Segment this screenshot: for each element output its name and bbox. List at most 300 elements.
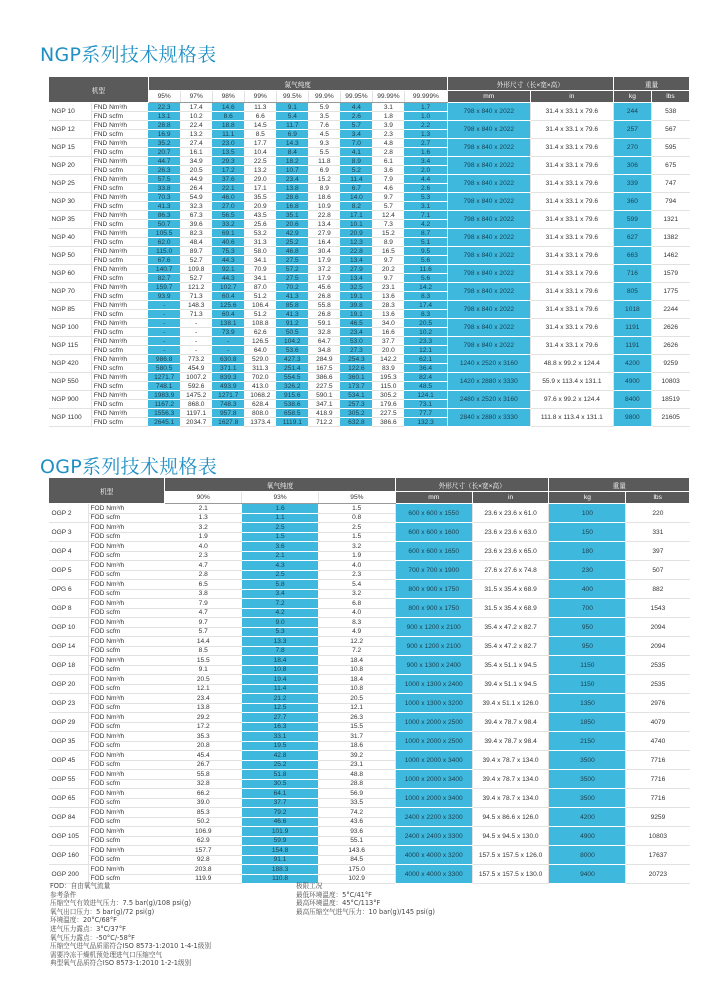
flow-value: 44.9 [180,175,212,184]
dimension-in: 39.4 x 78.7 x 98.4 [472,732,549,751]
flow-value: 4.5 [308,130,340,139]
table-row [49,846,690,856]
weight-kg: 339 [613,175,651,193]
dimension-in: 31.4 x 33.1 x 79.6 [530,193,613,211]
flow-value: 10.1 [340,220,372,229]
flow-value: 41.3 [148,202,180,211]
flow-value: 8.7 [404,229,447,238]
flow-value: 26.3 [318,713,395,723]
flow-value: 27.9 [340,265,372,274]
flow-value: 4.0 [318,561,395,571]
flow-value: 1.8 [372,112,404,121]
flow-label: FND Nm³/h [91,373,148,382]
flow-value: 8.9 [372,238,404,247]
flow-value: 2.1 [242,551,319,561]
flow-label: FND scfm [91,148,148,157]
flow-value: 1556.3 [148,409,180,418]
flow-value: 31.7 [318,732,395,742]
dimension-mm: 1000 x 2000 x 2500 [395,713,472,732]
flow-value: 3.4 [404,157,447,166]
weight-lbs: 7716 [626,789,690,808]
flow-value: 85.3 [165,808,242,818]
flow-value: 20.5 [180,166,212,175]
flow-value: 20.9 [244,202,276,211]
flow-value: 7.9 [165,599,242,609]
flow-value: 33.5 [318,798,395,808]
flow-value: 2034.7 [180,418,212,427]
ogp-spec-table [48,477,690,884]
footer-note-line: 氧气出口压力：5 bar(g)/72 psi(g) [50,907,155,916]
weight-kg: 306 [613,157,651,175]
flow-value: 13.4 [340,274,372,283]
flow-value: 62.1 [404,355,447,364]
flow-value: 34.0 [372,319,404,328]
weight-lbs: 220 [626,504,690,523]
flow-value: 86.3 [148,211,180,220]
flow-value: 8.3 [404,310,447,319]
table-row [49,542,690,552]
flow-value: 59.1 [308,319,340,328]
flow-value: 10.7 [276,166,308,175]
flow-value: 8.9 [340,157,372,166]
flow-value: 82.3 [180,229,212,238]
footer-note-line: 最低环境温度：5°C/41°F [296,890,372,899]
dimension-in: 111.8 x 113.4 x 131.1 [530,409,613,427]
dimension-mm: 1240 x 2520 x 3160 [447,355,530,373]
flow-label: FOD scfm [88,608,165,618]
flow-value: 2.5 [242,570,319,580]
dimension-mm: 1000 x 1300 x 3200 [395,694,472,713]
flow-value: 16.3 [242,722,319,732]
flow-value: - [180,346,212,355]
flow-value: 748.3 [212,400,244,409]
flow-value: 32.8 [308,328,340,337]
weight-header: 重量 [549,478,690,492]
dimension-mm: 798 x 840 x 2022 [447,139,530,157]
dimension-mm: 700 x 700 x 1900 [395,561,472,580]
table-row [49,409,690,418]
purity-level: 99.95% [340,91,372,103]
flow-value: 7.3 [372,220,404,229]
flow-value: 1.1 [242,513,319,523]
flow-value: 148.3 [180,301,212,310]
model-name: NGP 10 [49,103,92,121]
weight-lbs: 538 [651,103,689,121]
flow-value: 4.4 [340,103,372,112]
flow-value: 957.8 [212,409,244,418]
flow-value: 40.6 [212,238,244,247]
flow-value: 13.5 [212,148,244,157]
flow-value: 58.0 [244,247,276,256]
footer-note-line: 压缩空气进气品质需符合ISO 8573-1:2010 1-4-1级别 [50,942,211,951]
flow-value: 16.5 [372,247,404,256]
flow-value: 702.0 [244,373,276,382]
model-name: NGP 30 [49,193,92,211]
weight-lbs: 9259 [626,808,690,827]
flow-label: FOD scfm [88,646,165,656]
flow-value: 17.7 [244,139,276,148]
model-header: 机型 [49,478,165,504]
flow-value: 839.3 [212,373,244,382]
flow-value: 27.0 [212,202,244,211]
flow-value: 43.6 [318,817,395,827]
flow-value: 5.4 [318,580,395,590]
table-row [49,247,690,256]
flow-value: 427.3 [276,355,308,364]
flow-value: 6.5 [165,580,242,590]
model-name: NGP 15 [49,139,92,157]
flow-value: 34.8 [308,346,340,355]
flow-label: FOD Nm³/h [88,580,165,590]
dimension-mm: 1000 x 2000 x 3400 [395,789,472,808]
model-name: OGP 20 [49,675,89,694]
flow-value: 20.6 [276,220,308,229]
flow-value: 12.2 [318,637,395,647]
dimension-in: 39.4 x 78.7 x 134.0 [472,751,549,770]
flow-value: 140.7 [148,265,180,274]
weight-lbs: 747 [651,175,689,193]
weight-lbs: 675 [651,157,689,175]
flow-value: 10.2 [404,328,447,337]
flow-label: FND Nm³/h [91,103,148,112]
flow-value: 1373.4 [244,418,276,427]
weight-lbs: 7716 [626,770,690,789]
flow-value: 5.8 [242,580,319,590]
flow-value: 17.2 [165,722,242,732]
flow-value: 7.9 [372,175,404,184]
flow-value: 254.3 [340,355,372,364]
flow-value: 1068.2 [244,391,276,400]
flow-value: - [148,319,180,328]
dimension-mm: 798 x 840 x 2022 [447,193,530,211]
flow-value: - [212,346,244,355]
header-row [49,478,690,492]
flow-value: 19.1 [340,310,372,319]
flow-value: 27.3 [340,346,372,355]
flow-value: 142.2 [372,355,404,364]
flow-value: 10.2 [180,112,212,121]
purity-level: 98% [212,91,244,103]
flow-value: 590.1 [308,391,340,400]
flow-value: 17.1 [340,211,372,220]
flow-value: 10.8 [318,665,395,675]
flow-value: 4.3 [242,561,319,571]
flow-value: 11.1 [212,130,244,139]
flow-value: 3.2 [318,589,395,599]
flow-value: 37.2 [308,265,340,274]
weight-kg: 3500 [549,770,626,789]
table-row [49,656,690,666]
flow-value: 73.9 [212,328,244,337]
flow-value: 7.0 [340,139,372,148]
weight-kg: 1350 [549,694,626,713]
ngp-spec-table [48,76,690,427]
flow-value: 1983.9 [148,391,180,400]
flow-value: 64.1 [242,789,319,799]
flow-value: 29.2 [165,713,242,723]
weight-kg: 663 [613,247,651,265]
flow-value: 534.1 [340,391,372,400]
flow-value: 67.3 [180,211,212,220]
flow-value: 55.1 [318,836,395,846]
flow-value: 85.8 [276,301,308,310]
flow-value: 12.1 [318,703,395,713]
flow-value: 62.9 [165,836,242,846]
flow-value: 18.8 [212,121,244,130]
flow-value: 32.5 [340,283,372,292]
flow-value: 101.9 [242,827,319,837]
flow-label: FOD Nm³/h [88,827,165,837]
flow-value: 2.5 [318,523,395,533]
flow-value: 347.1 [308,400,340,409]
flow-value: 60.4 [212,292,244,301]
flow-value: 23.1 [372,283,404,292]
dimension-mm: 800 x 900 x 1750 [395,580,472,599]
dimension-in: 31.4 x 33.1 x 79.6 [530,265,613,283]
flow-label: FND Nm³/h [91,247,148,256]
flow-value: 91.1 [242,855,319,865]
dimension-mm: 798 x 840 x 2022 [447,283,530,301]
flow-value: 868.0 [180,400,212,409]
dimension-mm: 4000 x 4000 x 3200 [395,846,472,865]
weight-lbs: 17637 [626,846,690,865]
flow-label: FND Nm³/h [91,193,148,202]
flow-label: FOD scfm [88,874,165,884]
flow-value: 92.1 [212,265,244,274]
flow-value: 8.5 [165,646,242,656]
dimension-mm: 600 x 600 x 1650 [395,542,472,561]
weight-kg: 1150 [549,656,626,675]
dimension-mm: 798 x 840 x 2022 [447,247,530,265]
footer-note-line: 氧气压力露点：-50°C/-58°F [50,933,135,942]
dimension-mm: 798 x 840 x 2022 [447,175,530,193]
dimension-mm: 798 x 840 x 2022 [447,229,530,247]
model-name: OGP 55 [49,770,89,789]
flow-value: 35.3 [165,732,242,742]
flow-value: 554.5 [276,373,308,382]
flow-value: 125.6 [212,301,244,310]
weight-kg: 627 [613,229,651,247]
flow-value: 57.5 [148,175,180,184]
dimension-mm: 1000 x 1300 x 2400 [395,675,472,694]
dimension-unit: mm [395,492,472,504]
flow-value: 5.6 [404,256,447,265]
flow-value: 46.6 [242,817,319,827]
dimensions-header: 外形尺寸（长×宽×高） [447,77,613,91]
weight-lbs: 595 [651,139,689,157]
flow-value: 30.4 [308,247,340,256]
purity-level: 99% [244,91,276,103]
flow-value: 44.3 [212,274,244,283]
flow-value: 17.2 [212,166,244,175]
flow-value: 10.8 [318,684,395,694]
flow-label: FOD Nm³/h [88,504,165,514]
table-row [49,523,690,533]
dimension-mm: 800 x 900 x 1750 [395,599,472,618]
flow-value: 9.1 [276,103,308,112]
flow-value: 4.0 [318,608,395,618]
dimension-in: 31.4 x 33.1 x 79.6 [530,319,613,337]
weight-kg: 4900 [549,827,626,846]
flow-label: FOD scfm [88,741,165,751]
flow-value: 195.3 [372,373,404,382]
flow-value: 28.8 [318,779,395,789]
dimension-in: 39.4 x 51.1 x 126.0 [472,694,549,713]
flow-value: 2.2 [404,121,447,130]
flow-value: 17.4 [180,103,212,112]
flow-value: 23.4 [276,175,308,184]
flow-label: FOD scfm [88,798,165,808]
flow-value: 66.2 [165,789,242,799]
model-name: OGP 84 [49,808,89,827]
flow-value: 109.8 [180,265,212,274]
flow-value: 14.0 [340,193,372,202]
dimension-in: 94.5 x 94.5 x 130.0 [472,827,549,846]
weight-kg: 270 [613,139,651,157]
dimension-in: 157.5 x 157.5 x 126.0 [472,846,549,865]
flow-value: 23.4 [340,328,372,337]
flow-value: 67.6 [148,256,180,265]
dimension-unit: in [472,492,549,504]
flow-value: 3.6 [372,166,404,175]
flow-value: 175.0 [318,865,395,875]
flow-label: FOD Nm³/h [88,770,165,780]
flow-value: 41.3 [276,310,308,319]
flow-value: 580.5 [148,364,180,373]
flow-value: 59.9 [242,836,319,846]
footer-notes-right [296,882,435,916]
flow-value: 16.1 [180,148,212,157]
flow-value: 1.6 [242,504,319,514]
flow-label: FOD scfm [88,703,165,713]
flow-value: 326.2 [276,382,308,391]
flow-value: 121.2 [180,283,212,292]
flow-value: 257.3 [340,400,372,409]
flow-value: 82.4 [404,373,447,382]
flow-value: 34.1 [244,274,276,283]
flow-value: 5.1 [404,238,447,247]
flow-value: 50.5 [276,328,308,337]
model-name: OGP 8 [49,599,89,618]
flow-value: 12.1 [165,684,242,694]
dimension-in: 35.4 x 51.1 x 94.5 [472,656,549,675]
dimension-in: 55.9 x 113.4 x 131.1 [530,373,613,391]
flow-value: 32.3 [180,202,212,211]
flow-value: 251.4 [276,364,308,373]
flow-label: FOD Nm³/h [88,694,165,704]
flow-value: 46.0 [212,193,244,202]
flow-value: 93.6 [318,827,395,837]
weight-kg: 4900 [613,373,651,391]
dimension-mm: 900 x 1200 x 2100 [395,618,472,637]
flow-value: 12.4 [372,211,404,220]
flow-value: 1197.1 [180,409,212,418]
footer-note-line: 最高环境温度：45°C/113°F [296,899,381,908]
flow-value: 14.5 [244,121,276,130]
flow-value: 773.2 [180,355,212,364]
flow-label: FND scfm [91,364,148,373]
flow-value: 13.6 [372,292,404,301]
weight-kg: 950 [549,618,626,637]
flow-value: 54.9 [180,193,212,202]
weight-kg: 8400 [613,391,651,409]
dimension-in: 31.4 x 33.1 x 79.6 [530,247,613,265]
weight-lbs: 7716 [626,751,690,770]
table-row [49,301,690,310]
dimension-in: 39.4 x 51.1 x 94.5 [472,675,549,694]
model-name: OGP 160 [49,846,89,865]
flow-value: 203.8 [165,865,242,875]
flow-value: 36.4 [404,364,447,373]
flow-value: 44.7 [148,157,180,166]
flow-label: FOD Nm³/h [88,846,165,856]
flow-value: 3.5 [308,112,340,121]
model-name: OGP 4 [49,542,89,561]
flow-label: FND Nm³/h [91,175,148,184]
flow-value: 3.2 [318,542,395,552]
flow-value: 84.5 [318,855,395,865]
flow-value: 12.3 [340,238,372,247]
dimension-in: 39.4 x 78.7 x 134.0 [472,789,549,808]
flow-value: 173.7 [340,382,372,391]
flow-value: 119.9 [165,874,242,884]
weight-lbs: 10803 [651,373,689,391]
flow-label: FND Nm³/h [91,283,148,292]
flow-value: 34.9 [180,157,212,166]
flow-value: 6.9 [276,130,308,139]
table-row [49,732,690,742]
table-row [49,193,690,202]
flow-value: 51.8 [242,770,319,780]
table-row [49,283,690,292]
flow-value: 5.3 [404,193,447,202]
flow-value: 71.3 [180,310,212,319]
flow-value: 20.5 [165,675,242,685]
table-row [49,751,690,761]
flow-value: 13.4 [340,256,372,265]
flow-label: FOD Nm³/h [88,675,165,685]
model-name: OGP 18 [49,656,89,675]
weight-kg: 257 [613,121,651,139]
flow-value: 39.8 [340,301,372,310]
flow-value: 60.4 [212,310,244,319]
flow-value: 138.1 [212,319,244,328]
flow-value: 110.8 [242,874,319,884]
flow-value: 4.6 [372,184,404,193]
weight-lbs: 4740 [626,732,690,751]
weight-lbs: 2626 [651,319,689,337]
flow-value: 1.5 [318,504,395,514]
footer-note-line: 参考条件 [50,890,77,899]
flow-value: 8.2 [340,202,372,211]
table-row [49,373,690,382]
flow-value: 46.5 [340,319,372,328]
flow-label: FOD scfm [88,589,165,599]
flow-value: 658.5 [276,409,308,418]
flow-value: 3.9 [372,121,404,130]
flow-value: 23.3 [404,337,447,346]
model-name: NGP 1100 [49,409,92,427]
flow-value: 39.2 [318,751,395,761]
flow-value: 808.0 [244,409,276,418]
weight-kg: 1018 [613,301,651,319]
model-name: NGP 12 [49,121,92,139]
flow-value: 2.3 [372,130,404,139]
flow-value: 16.9 [148,130,180,139]
flow-value: 12.5 [242,703,319,713]
dimension-mm: 798 x 840 x 2022 [447,157,530,175]
flow-value: 386.6 [372,418,404,427]
